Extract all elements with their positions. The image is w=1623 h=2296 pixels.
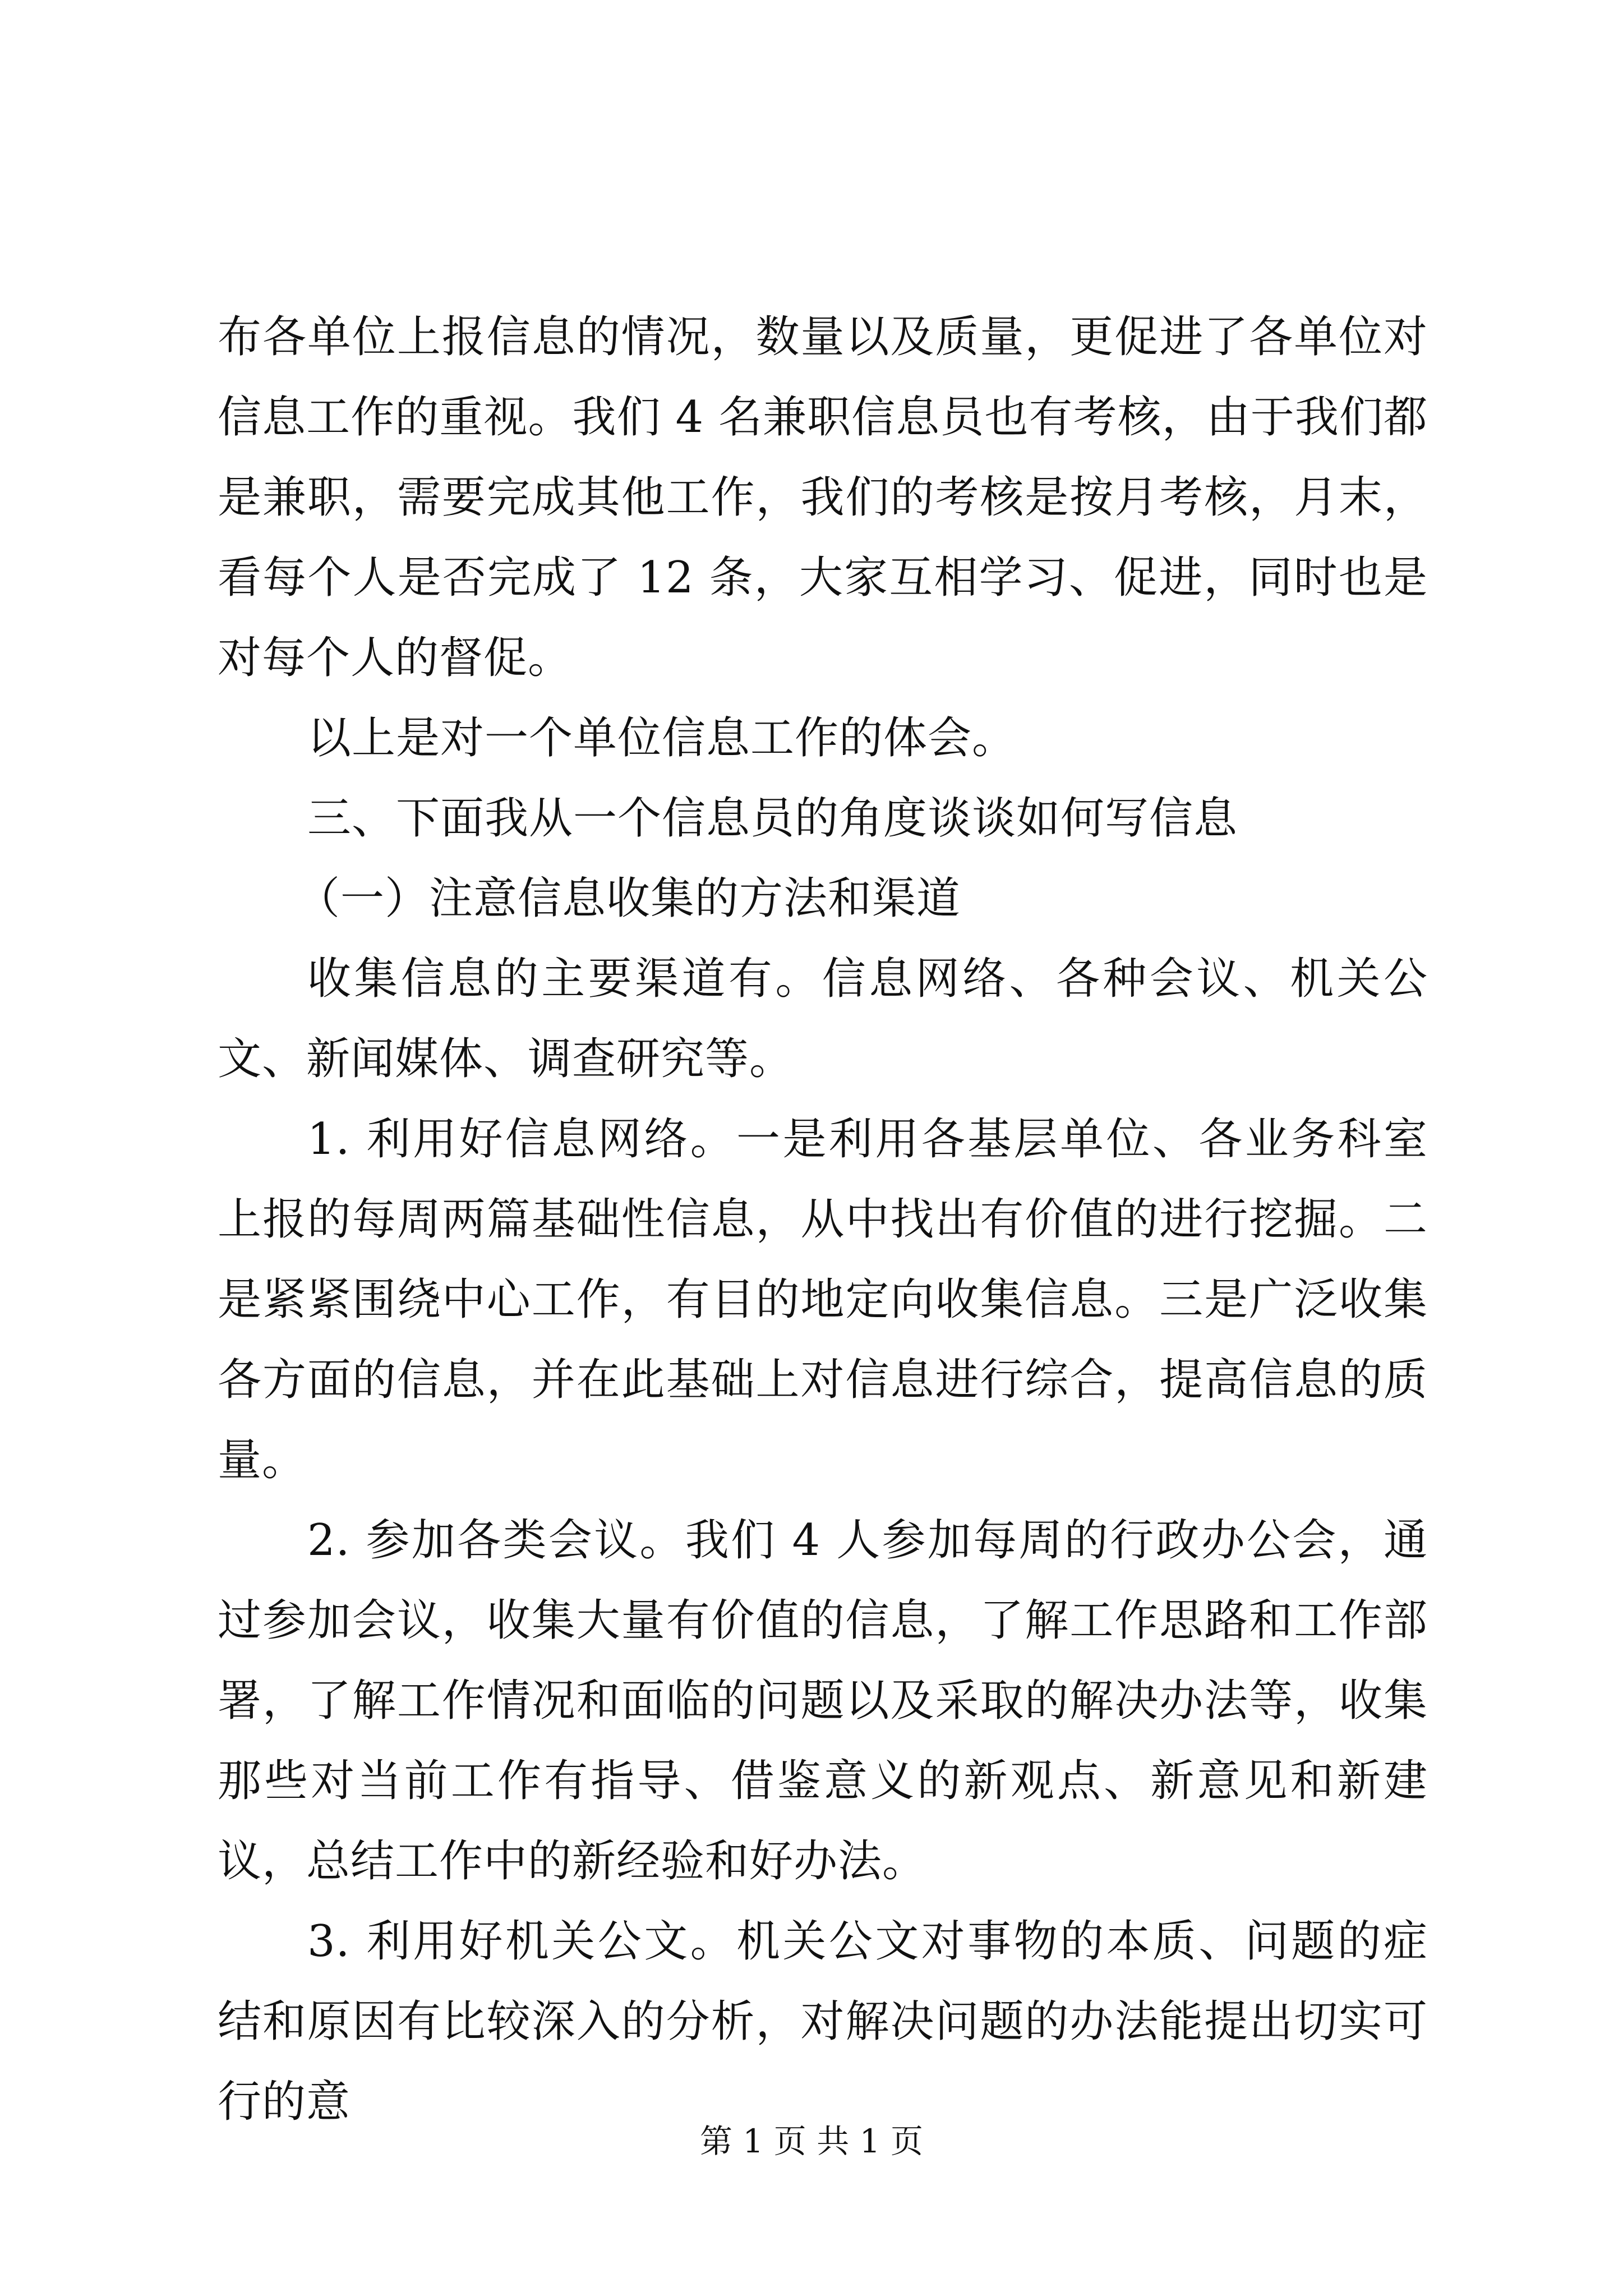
- document-body: [218, 297, 1428, 2142]
- paragraph-continued: 布各单位上报信息的情况，数量以及质量，更促进了各单位对信息工作的重视。我们 4 名兼职信息员也有考核，由于我们都是兼职，需要完成其他工作，我们的考核是按月考核，月末，看每个人是否完成了 12 条，大家互相学习、促进，同时也是对每个人的督促。: [218, 312, 1428, 683]
- list-item-meetings: 2. 参加各类会议。我们 4 人参加每周的行政办公会，通过参加会议，收集大量有价值的信息，了解工作思路和工作部署，了解工作情况和面临的问题以及采取的解决办法等，收集那些对当前工作有指导、借鉴意义的新观点、新意见和新建议，总结工作中的新经验和好办法。: [218, 1515, 1428, 1887]
- section-heading: 三、下面我从一个信息员的角度谈谈如何写信息: [307, 793, 1238, 844]
- paragraph-summary: 以上是对一个单位信息工作的体会。: [307, 713, 1017, 763]
- list-item-network: 1. 利用好信息网络。一是利用各基层单位、各业务科室上报的每周两篇基础性信息，从中找出有价值的进行挖掘。二是紧紧围绕中心工作，有目的地定向收集信息。三是广泛收集各方面的信息，并在此基础上对信息进行综合，提高信息的质量。: [218, 1114, 1428, 1485]
- list-item-documents: 3. 利用好机关公文。机关公文对事物的本质、问题的症结和原因有比较深入的分析，对解决问题的办法能提出切实可行的意: [218, 1916, 1428, 2127]
- subsection-heading: （一）注意信息收集的方法和渠道: [296, 873, 961, 924]
- page-footer: 第 1 页 共 1 页: [700, 2122, 923, 2160]
- paragraph-channels: 收集信息的主要渠道有。信息网络、各种会议、机关公文、新闻媒体、调查研究等。: [218, 954, 1428, 1084]
